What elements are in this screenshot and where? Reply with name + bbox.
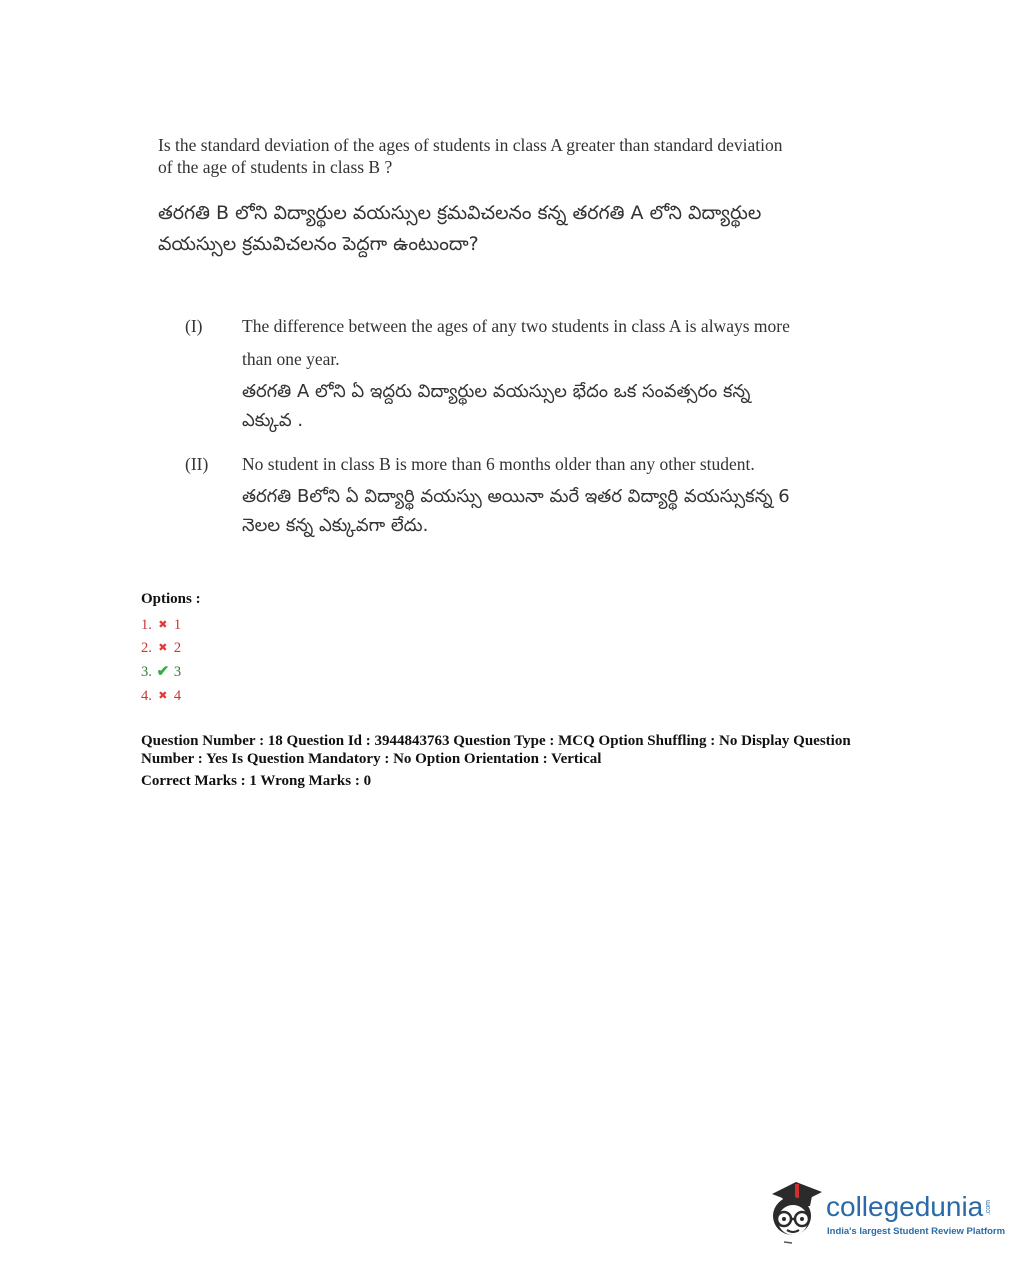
question-text-english: Is the standard deviation of the ages of students in class A greater than standard deviation of the age of students in class B ?	[158, 135, 783, 177]
logo-wordmark: collegedunia	[826, 1191, 984, 1222]
cross-icon: ✖	[158, 642, 168, 654]
option-2	[141, 638, 181, 658]
option-1-index: 1.	[141, 617, 152, 633]
logo-tagline: India's largest Student Review Platform	[827, 1226, 1006, 1237]
option-1	[141, 615, 181, 635]
statement-1-number: (I)	[185, 316, 203, 336]
question-meta-line-1: Question Number : 18 Question Id : 3944843763 Question Type : MCQ Option Shuffling : No Display Question	[141, 733, 851, 749]
mascot-icon	[766, 1176, 828, 1246]
statement-2-number: (II)	[185, 454, 209, 474]
option-1-value: 1	[173, 617, 182, 633]
option-2-index: 2.	[141, 640, 152, 656]
check-icon: ✔	[156, 664, 170, 680]
statement-1-english: The difference between the ages of any two students in class A is always more than one year.	[242, 316, 790, 369]
question-meta-line-3: Correct Marks : 1 Wrong Marks : 0	[141, 773, 372, 789]
statement-1-telugu: తరగతి A లోని ఏ ఇద్దరు విద్యార్థుల వయస్సుల భేదం ఒక సంవత్సరం కన్న ఎక్కువ .	[242, 381, 751, 431]
option-3-value: 3	[173, 664, 182, 680]
question-meta-line-2: Number : Yes Is Question Mandatory : No Option Orientation : Vertical	[141, 751, 602, 767]
option-4	[141, 686, 181, 706]
cross-icon: ✖	[158, 619, 168, 631]
option-3-index: 3.	[141, 664, 152, 680]
option-4-value: 4	[173, 688, 182, 704]
statement-2-telugu: తరగతి Bలోని ఏ విద్యార్థి వయస్సు అయినా మరే ఇతర విద్యార్థి వయస్సుకన్న 6 నెలల కన్న ఎక్కువగా లేదు.	[242, 486, 790, 536]
option-3	[141, 662, 181, 682]
cross-icon: ✖	[158, 690, 168, 702]
option-4-index: 4.	[141, 688, 152, 704]
logo-domain-suffix: .com	[985, 1200, 992, 1216]
question-text-telugu: తరగతి B లోని విద్యార్థుల వయస్సుల క్రమవిచలనం కన్న తరగతి A లోని విద్యార్థుల వయస్సుల క్రమవిచలనం పెద్దగా ఉంటుందా?	[158, 202, 762, 255]
options-title: Options :	[141, 591, 201, 607]
statement-2-english: No student in class B is more than 6 months older than any other student.	[242, 454, 755, 474]
option-2-value: 2	[173, 640, 182, 656]
